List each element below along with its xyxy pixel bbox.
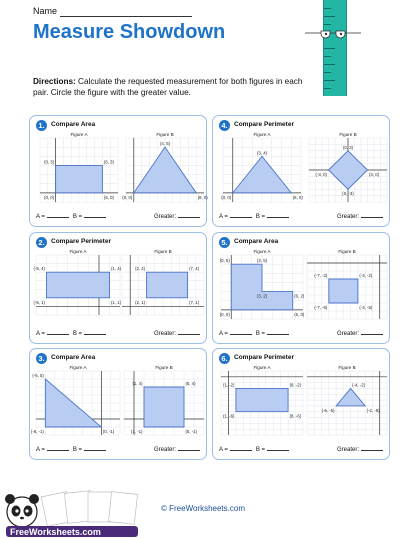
figure-b-vertex-label: (5, -1) [185,429,197,434]
figure-b-vertex-label: (5, 4) [185,381,196,386]
figure-b-vertex-label: (2, 4) [135,266,146,272]
answer-row [36,447,200,453]
answer-greater-field[interactable]: Greater: [154,331,200,337]
figure-b-vertex-label: (1, 4) [132,381,143,386]
figure-a-vertex-label: (-6, -1) [30,429,44,434]
problem-graphs [213,247,389,327]
problem-graphs [30,363,206,443]
ruler-icon [323,0,347,96]
figure-a-vertex-label: (6, 3) [103,159,114,165]
figure-a-label: Figure A [70,132,88,137]
figure-a-vertex-label: (6, 0) [103,194,114,200]
answer-b-field[interactable]: B = [73,214,106,220]
figure-b-vertex-label: (8, 0) [197,194,208,200]
figure-a-vertex-label: (1, -6) [222,413,235,419]
answer-b-field[interactable]: B = [256,447,289,453]
footer-url[interactable]: © FreeWorksheets.com [161,504,245,513]
problem-number-badge: 4. [219,120,230,131]
figure-b-vertex-label: (0, 0) [122,194,133,200]
problem-number-badge: 3. [36,353,47,364]
figure-b-vertex-label: (7, 1) [189,299,200,305]
problem-1-panel [29,115,207,227]
answer-a-field[interactable]: A = [36,214,69,220]
figure-a-graph [40,138,118,202]
page-title: Measure Showdown [33,21,226,43]
figure-a-vertex-label: (-5, 4) [33,266,45,272]
answer-greater-field[interactable]: Greater: [337,447,383,453]
figure-a-vertex-label: (0, -1) [102,429,115,434]
problem-4-panel [212,115,390,227]
name-label: Name [33,6,58,16]
figure-a-vertex-label: (3, 2) [256,293,268,299]
figure-b-label: Figure B [338,249,356,254]
figure-a-vertex-label: (3, 5) [256,258,268,264]
figure-a-shape [236,388,288,411]
figure-a-vertex-label: (0, 0) [221,194,232,200]
figure-b-vertex-label: (0, 3) [342,144,354,150]
problem-title: Compare Area [51,121,96,128]
answer-row [36,214,200,220]
figure-b-vertex-label: (2, 1) [135,299,146,305]
problem-number-badge: 5. [219,237,230,248]
figure-a-vertex-label: (6, 0) [294,311,305,317]
figure-b-shape [144,387,184,427]
figure-b-shape [329,279,358,303]
problem-number-badge: 2. [36,237,47,248]
problem-graphs [213,130,389,210]
answer-greater-field[interactable]: Greater: [154,447,200,453]
freeworksheets-logo [0,484,150,539]
figure-a-graph [36,371,120,435]
problem-number-badge: 1. [36,120,47,131]
answer-row [219,331,383,337]
figure-b-shape [147,272,188,298]
answer-a-field[interactable]: A = [36,447,69,453]
figure-a-vertex-label: (8, -6) [289,413,302,419]
figure-b-vertex-label: (-7, -5) [314,305,328,310]
answer-row [219,214,383,220]
figure-a-graph [33,255,120,315]
problem-2-panel [29,232,207,344]
figure-a-vertex-label: (6, 0) [292,194,303,200]
problem-title: Compare Perimeter [234,121,294,128]
figure-b-label: Figure B [339,132,357,137]
problem-6-panel [212,348,390,460]
figure-a-vertex-label: (6, 2) [294,293,305,299]
problem-title: Compare Area [234,238,279,245]
ruler-glasses-icon [305,30,361,38]
figure-b-vertex-label: (4, 5) [159,141,171,147]
figure-b-label: Figure B [156,132,174,137]
figure-a-vertex-label: (0, 5) [219,258,230,264]
figure-a-vertex-label: (-6, 5) [32,373,44,378]
answer-row [219,447,383,453]
answer-a-field[interactable]: A = [219,214,252,220]
figure-a-shape [47,272,110,298]
figure-b-vertex-label: (-6, -5) [321,407,335,413]
problem-graphs [30,130,206,210]
answer-a-field[interactable]: A = [219,331,252,337]
figure-a-label: Figure A [253,249,271,254]
answer-b-field[interactable]: B = [73,447,106,453]
figure-a-vertex-label: (-5, 1) [33,299,45,305]
answer-greater-field[interactable]: Greater: [337,214,383,220]
figure-a-label: Figure A [253,132,271,137]
problem-title: Compare Area [51,354,96,361]
answer-b-field[interactable]: B = [256,214,289,220]
figure-a-graph [221,371,303,435]
answer-b-field[interactable]: B = [73,331,106,337]
logo-text: FreeWorksheets.com [10,527,101,537]
figure-a-label: Figure A [69,365,87,370]
figure-b-graph [122,255,204,315]
figure-a-vertex-label: (1, 1) [111,299,122,305]
figure-b-vertex-label: (7, 4) [189,266,200,272]
problem-3-panel [29,348,207,460]
answer-row [36,331,200,337]
figure-b-graph [126,138,204,202]
figure-b-vertex-label: (-4, -2) [352,382,366,388]
figure-a-label: Figure A [253,365,271,370]
figure-b-vertex-label: (-7, -2) [314,273,328,278]
figure-a-vertex-label: (0, 0) [44,194,55,200]
directions-text: Calculate the requested measurement for both figures in each pair. Circle the figure with the greater value. [33,77,303,97]
figure-a-vertex-label: (0, 0) [219,311,230,317]
figure-a-vertex-label: (8, -2) [289,382,302,388]
figure-a-label: Figure A [69,249,87,254]
answer-b-field[interactable]: B = [256,331,289,337]
figure-a-shape [231,264,293,310]
answer-a-field[interactable]: A = [36,331,69,337]
figure-b-vertex-label: (-3, 0) [315,172,327,177]
figure-b-vertex-label: (-3, -5) [359,305,373,310]
problem-title: Compare Perimeter [234,354,294,361]
figure-a-vertex-label: (1, -2) [222,382,235,388]
directions-label: Directions: [33,77,76,86]
directions [33,76,303,98]
problem-graphs [30,247,206,327]
figure-b-vertex-label: (3, 0) [369,172,380,177]
figure-b-label: Figure B [154,249,172,254]
answer-greater-field[interactable]: Greater: [154,214,200,220]
name-input-line[interactable] [60,16,192,17]
answer-greater-field[interactable]: Greater: [337,331,383,337]
figure-a-vertex-label: (3, 4) [256,150,268,156]
figure-b-vertex-label: (1, -1) [131,429,143,434]
figure-a-shape [56,165,103,192]
figure-a-vertex-label: (1, 4) [111,266,122,272]
problem-5-panel [212,232,390,344]
figure-b-shape [336,388,365,405]
figure-a-graph [221,255,303,319]
answer-a-field[interactable]: A = [219,447,252,453]
figure-b-label: Figure B [155,365,173,370]
problem-number-badge: 6. [219,353,230,364]
problem-graphs [213,363,389,443]
figure-b-graph [307,371,387,435]
figure-b-vertex-label: (-3, -2) [359,273,373,278]
figure-b-vertex-label: (-2, -5) [366,407,380,413]
figure-b-shape [329,151,368,189]
figure-b-label: Figure B [338,365,356,370]
figure-a-vertex-label: (0, 3) [44,159,55,165]
problem-title: Compare Perimeter [51,238,111,245]
figure-b-vertex-label: (0, -3) [342,191,354,197]
figure-a-graph [223,138,301,202]
figure-b-shape [134,147,196,193]
